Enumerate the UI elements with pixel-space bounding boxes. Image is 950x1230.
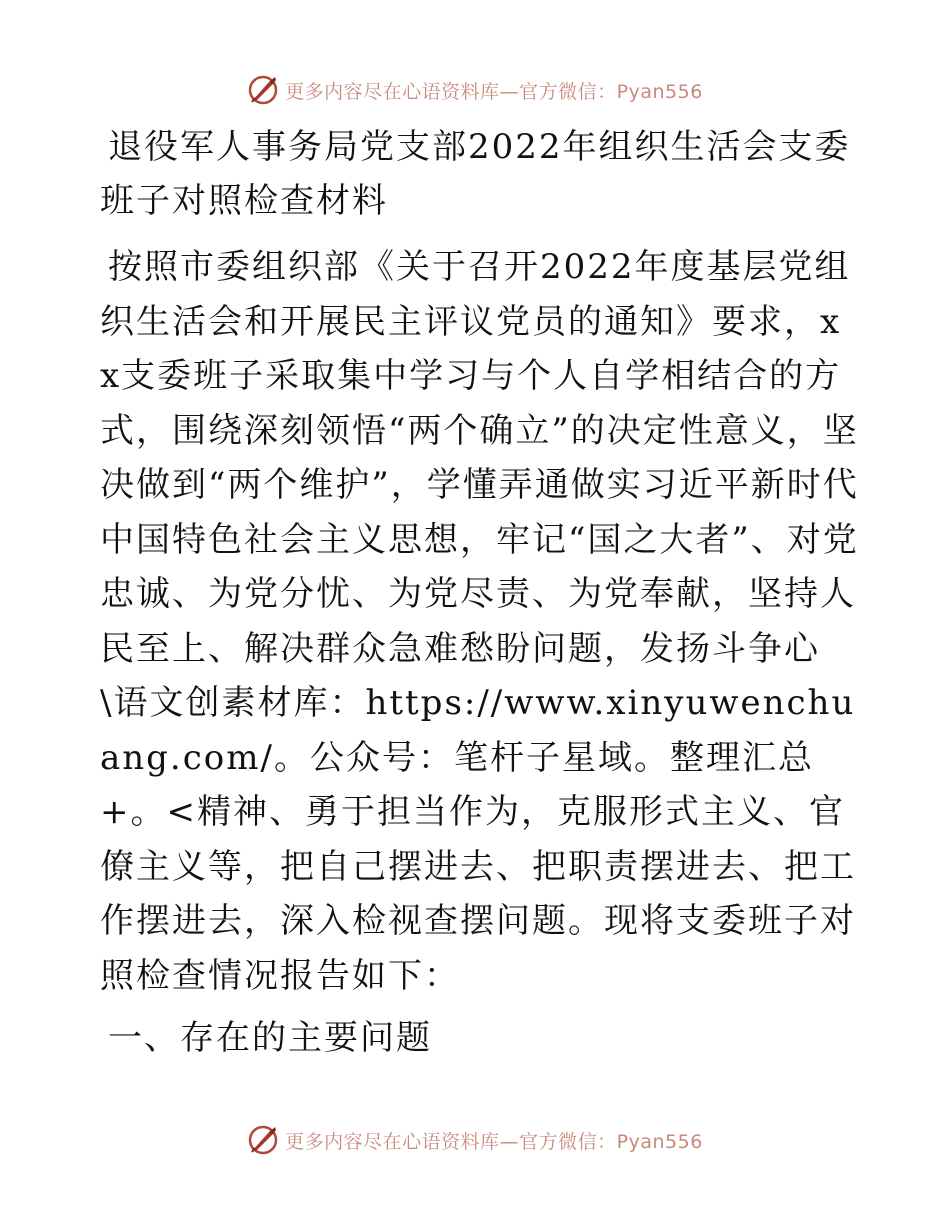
body-paragraph: 按照市委组织部《关于召开2022年度基层党组织生活会和开展民主评议党员的通知》要求，xx支委班子采取集中学习与个人自学相结合的方式，围绕深刻领悟“两个确立”的决定性意义，坚决做到“两个维护”，学懂弄通做实习近平新时代中国特色社会主义思想，牢记“国之大者”、对党忠诚、为党分忧、为党尽责、为党奉献，坚持人民至上、解决群众急难愁盼问题，发扬斗争心\语文创素材库：https://www.xinyuwenchuang.com/。公众号：笔杆子星域。整理汇总+。<精神、勇于担当作为，克服形式主义、官僚主义等，把自己摆进去、把职责摆进去、把工作摆进去，深入检视查摆问题。现将支委班子对照检查情况报告如下： (100, 247, 859, 996)
quill-circle-logo-icon (247, 1124, 279, 1156)
watermark-header (0, 72, 950, 108)
document-body (100, 120, 860, 1065)
watermark-text: 更多内容尽在心语资料库—官方微信：Pyan556 (285, 80, 703, 103)
quill-circle-logo-icon (247, 74, 279, 106)
watermark-footer (0, 1122, 950, 1158)
section-heading: 一、存在的主要问题 (108, 1018, 432, 1058)
document-title: 退役军人事务局党支部2022年组织生活会支委班子对照检查材料 (100, 127, 851, 221)
watermark-text: 更多内容尽在心语资料库—官方微信：Pyan556 (285, 1130, 703, 1153)
